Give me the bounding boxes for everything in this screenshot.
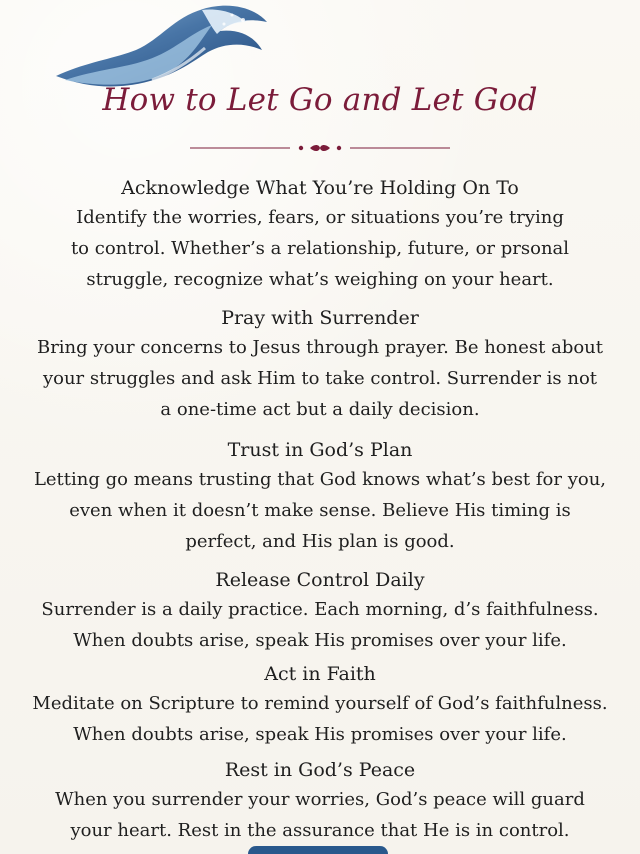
section-body: [0, 688, 640, 750]
section-heading: Release Control Daily: [215, 569, 425, 591]
wave-illustration: [48, 0, 278, 92]
section-line: even when it doesn’t make sense. Believe His timing is: [69, 500, 571, 521]
section-trust: [0, 438, 640, 557]
section-line: Identify the worries, fears, or situations you’re trying: [76, 207, 564, 228]
section-line: Letting go means trusting that God knows what’s best for you,: [33, 469, 607, 490]
section-pray: [0, 306, 640, 425]
section-line: your struggles and ask Him to take control. Surrender is not: [42, 368, 598, 389]
section-body: [0, 202, 640, 295]
section-heading: Acknowledge What You’re Holding On To: [121, 177, 519, 199]
section-line: When doubts arise, speak His promises over your life.: [73, 724, 567, 745]
section-line: Meditate on Scripture to remind yourself of God’s faithfulness.: [32, 693, 608, 714]
section-line: a one-time act but a daily decision.: [160, 399, 480, 420]
section-line: your heart. Rest in the assurance that He is in control.: [70, 820, 570, 841]
section-heading: Trust in God’s Plan: [227, 439, 413, 461]
section-line: When you surrender your worries, God’s peace will guard: [55, 789, 585, 810]
section-acknowledge: [0, 176, 640, 295]
section-body: [0, 332, 640, 425]
section-line: perfect, and His plan is good.: [185, 531, 455, 552]
section-heading: Pray with Surrender: [221, 307, 419, 329]
section-line: When doubts arise, speak His promises over your life.: [73, 630, 567, 651]
decorative-divider: [190, 138, 450, 158]
section-heading: Act in Faith: [264, 663, 376, 685]
section-line: Surrender is a daily practice. Each morning, d’s faithfulness.: [41, 599, 599, 620]
section-rest: [0, 758, 640, 846]
section-body: [0, 784, 640, 846]
section-heading: Rest in God’s Peace: [224, 759, 416, 781]
section-body: [0, 464, 640, 557]
section-line: Bring your concerns to Jesus through prayer. Be honest about: [36, 337, 604, 358]
section-line: struggle, recognize what’s weighing on your heart.: [86, 269, 554, 290]
bottom-blue-mark: [248, 846, 388, 854]
section-faith: [0, 662, 640, 750]
page-title: How to Let Go and Let God: [102, 82, 538, 118]
section-release: [0, 568, 640, 656]
section-line: to control. Whether’s a relationship, future, or prsonal: [70, 238, 570, 259]
section-body: [0, 594, 640, 656]
